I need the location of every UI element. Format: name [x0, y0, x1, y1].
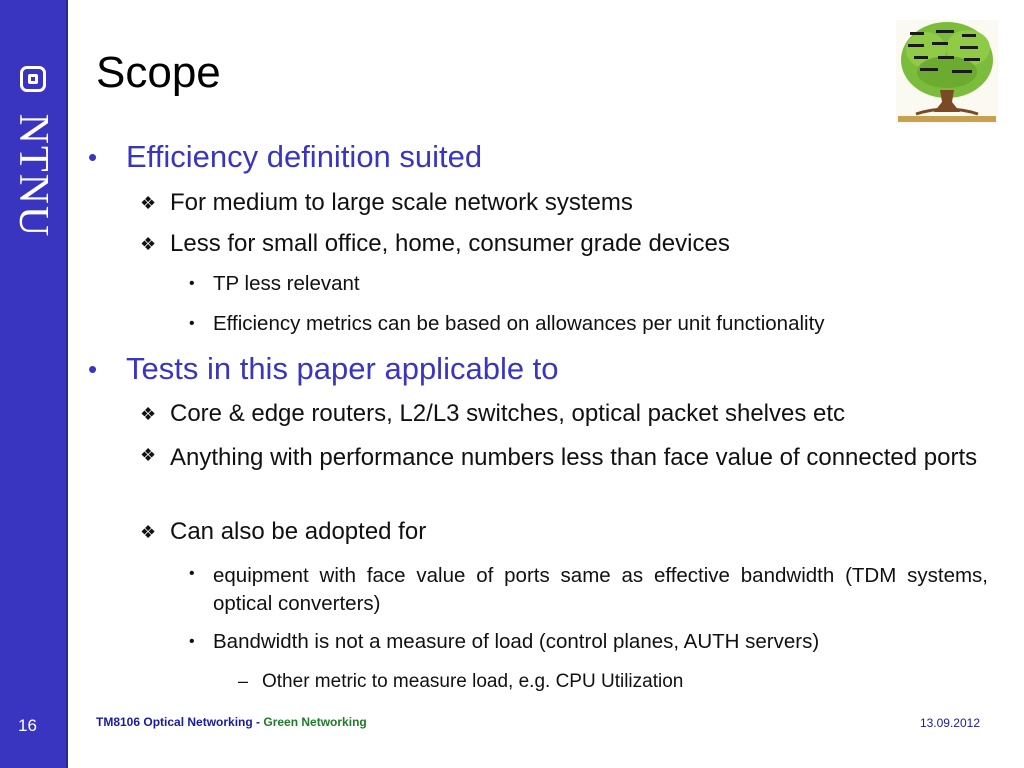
- list-item: [140, 400, 988, 428]
- list-item: [189, 312, 988, 336]
- bullet-text: Tests in this paper applicable to: [126, 351, 559, 386]
- list-item: [238, 671, 988, 693]
- dash-marker: –: [238, 671, 249, 691]
- bullet-text: Core & edge routers, L2/L3 switches, optical packet shelves etc: [170, 400, 846, 427]
- bullet-marker: •: [189, 633, 195, 650]
- bullet-marker: •: [88, 354, 98, 384]
- list-item: [189, 630, 988, 654]
- bullet-text: Less for small office, home, consumer grade devices: [170, 230, 730, 257]
- diamond-bullet-icon: ❖: [140, 522, 157, 542]
- bullet-text: Can also be adopted for: [170, 518, 427, 545]
- list-item: [189, 272, 988, 296]
- diamond-bullet-icon: ❖: [140, 404, 157, 424]
- bullet-marker: •: [189, 315, 195, 332]
- bullet-text: TP less relevant: [213, 272, 360, 295]
- bullet-text: equipment with face value of ports same as effective bandwidth (TDM systems, optical converters): [213, 564, 988, 616]
- footer-course-name: TM8106 Optical Networking -: [96, 715, 264, 729]
- bullet-text: Bandwidth is not a measure of load (control planes, AUTH servers): [213, 630, 820, 653]
- page-title: Scope: [96, 48, 221, 97]
- diamond-bullet-icon: ❖: [140, 193, 157, 213]
- list-item: [189, 562, 988, 619]
- page-number: 16: [18, 716, 37, 735]
- bullet-text: Other metric to measure load, e.g. CPU Utilization: [262, 671, 684, 692]
- bullet-text: Efficiency metrics can be based on allowances per unit functionality: [213, 312, 825, 335]
- list-item: [88, 351, 988, 387]
- list-item: [140, 518, 988, 546]
- list-item: [140, 230, 988, 258]
- bullet-text: Anything with performance numbers less than face value of connected ports: [170, 444, 978, 471]
- bullet-text: Efficiency definition suited: [126, 139, 483, 174]
- bullet-text: For medium to large scale network systems: [170, 189, 633, 216]
- footer-topic: Green Networking: [263, 715, 367, 729]
- logo-text: NTNU: [10, 113, 56, 239]
- list-item: [140, 441, 988, 474]
- diamond-bullet-icon: ❖: [140, 234, 157, 254]
- bullet-marker: •: [189, 565, 195, 582]
- footer-course: [96, 715, 367, 729]
- list-item: [88, 139, 988, 175]
- bullet-marker: •: [88, 142, 98, 172]
- diamond-bullet-icon: ❖: [140, 445, 157, 465]
- list-item: [140, 189, 988, 217]
- footer-date: 13.09.2012: [919, 716, 980, 730]
- bullet-marker: •: [189, 275, 195, 292]
